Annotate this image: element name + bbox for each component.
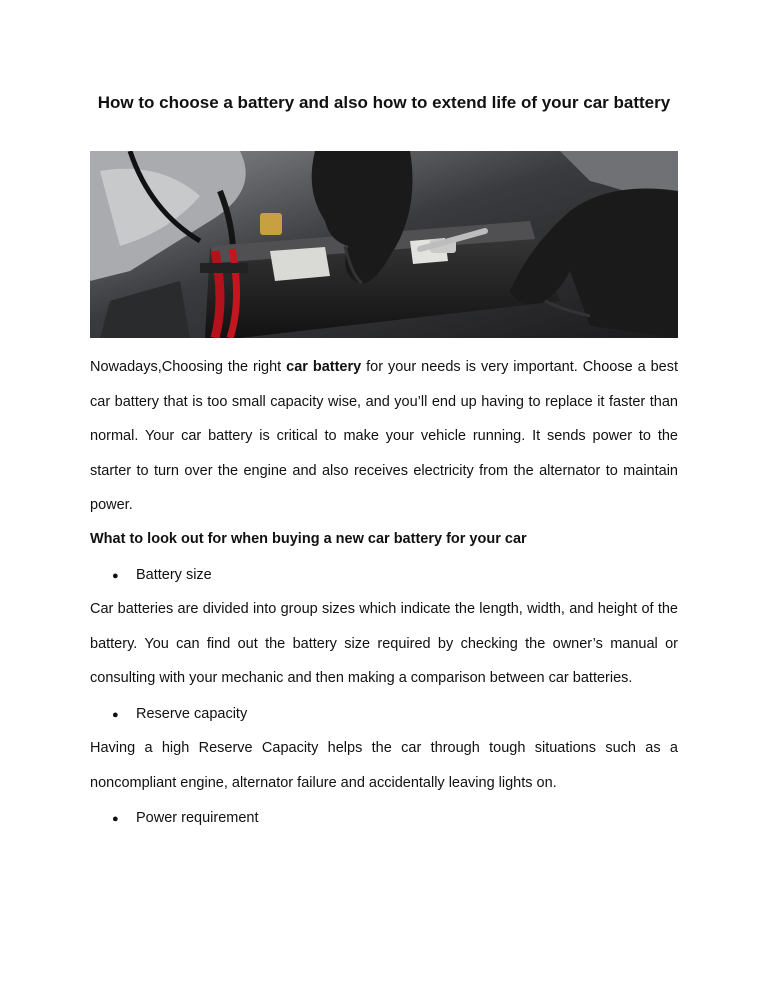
reserve-capacity-paragraph: Having a high Reserve Capacity helps the car through tough situations such as a noncompliant engine, alternator failure and accidentally leaving lights on. [90, 740, 678, 791]
section-heading: What to look out for when buying a new car battery for your car [90, 531, 527, 547]
bullet-dot: ● [112, 570, 119, 582]
car-battery-keyword: car battery [286, 359, 362, 375]
intro-text-before: Nowadays,Choosing the right [90, 359, 287, 375]
bullet-label: Battery size [136, 567, 212, 583]
bullet-power-requirement [112, 806, 259, 831]
bullet-battery-size [112, 563, 212, 588]
document-title: How to choose a battery and also how to extend life of your car battery [97, 93, 671, 112]
bullet-dot: ● [112, 709, 119, 721]
intro-text-after: for your needs is very important. Choose a best car battery that is too small capacity wise, and you’ll end up having to replace it faster than normal. Your car battery is critical to make your vehicle running. It sends power to the starter to turn over the engine and also receives electricity from the alternator to maintain power. [90, 359, 678, 513]
battery-size-paragraph: Car batteries are divided into group sizes which indicate the length, width, and height of the battery. You can find out the battery size required by checking the owner’s manual or consulting with your mechanic and then making a comparison between car batteries. [90, 601, 678, 686]
bullet-reserve-capacity [112, 702, 247, 727]
intro-paragraph [90, 350, 678, 523]
hero-image [90, 151, 678, 338]
bullet-label: Power requirement [136, 810, 259, 826]
bullet-dot: ● [112, 813, 119, 825]
bullet-label: Reserve capacity [136, 706, 248, 722]
